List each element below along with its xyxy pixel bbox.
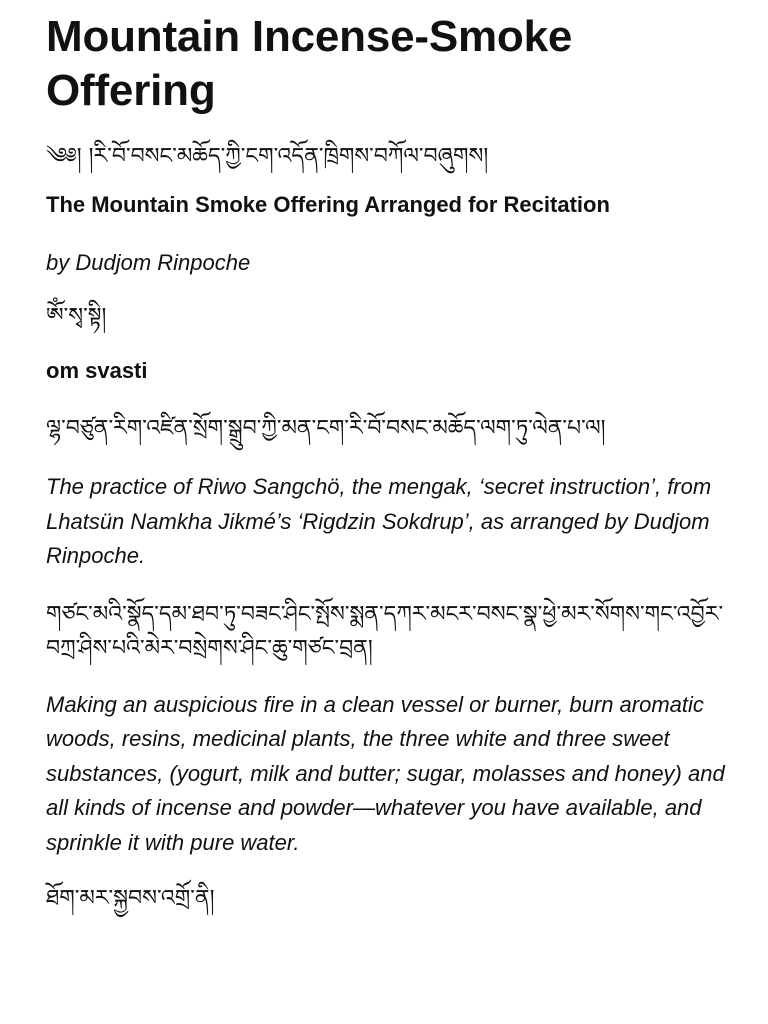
tibetan-svasti: ཨོཾ་སྭ་སྟི། xyxy=(46,304,107,329)
page-title: Mountain Incense-Smoke Offering xyxy=(46,12,573,115)
tibetan-instructions: གཙང་མའི་སྣོད་དམ་ཐབ་ཏུ་བཟང་ཤིང་སྤོས་སྨན་དཀར་མངར་བསང་སྣ་ཕྱེ་མར་སོགས་གང་འབྱོར་བཀྲ་ཤིས་པའི་མེར་བསྲེགས་ཤིང་ཆུ་གཙང་བྲན། xyxy=(46,601,724,661)
subtitle: The Mountain Smoke Offering Arranged for Recitation xyxy=(46,192,610,217)
tibetan-title: ༄༅། །རི་བོ་བསང་མཆོད་ཀྱི་ངག་འདོན་ཁྲིགས་བཀོལ་བཞུགས། xyxy=(46,144,489,169)
intro-paragraph: The practice of Riwo Sangchö, the mengak, ‘secret instruction’, from Lhatsün Namkha Jikmé’s ‘Rigdzin Sokdrup’, as arranged by Dudjom Rinpoche. xyxy=(46,474,712,568)
byline: by Dudjom Rinpoche xyxy=(46,250,251,275)
document-page xyxy=(46,10,736,916)
tibetan-closing: ཐོག་མར་སྐྱབས་འགྲོ་ནི། xyxy=(46,886,215,911)
instructions-paragraph: Making an auspicious fire in a clean vessel or burner, burn aromatic woods, resins, medicinal plants, the three white and three sweet substances, (yogurt, milk and butter; sugar, molasses and honey) and all kinds of incense and powder—whatever you have available, and sprinkle it with pure water. xyxy=(46,691,725,855)
tibetan-intro: ལྷ་བཙུན་རིག་འཛིན་སྲོག་སྒྲུབ་ཀྱི་མན་ངག་རི་བོ་བསང་མཆོད་ལག་ཏུ་ལེན་པ་ལ། xyxy=(46,416,606,441)
svasti-line: om svasti xyxy=(46,358,148,383)
